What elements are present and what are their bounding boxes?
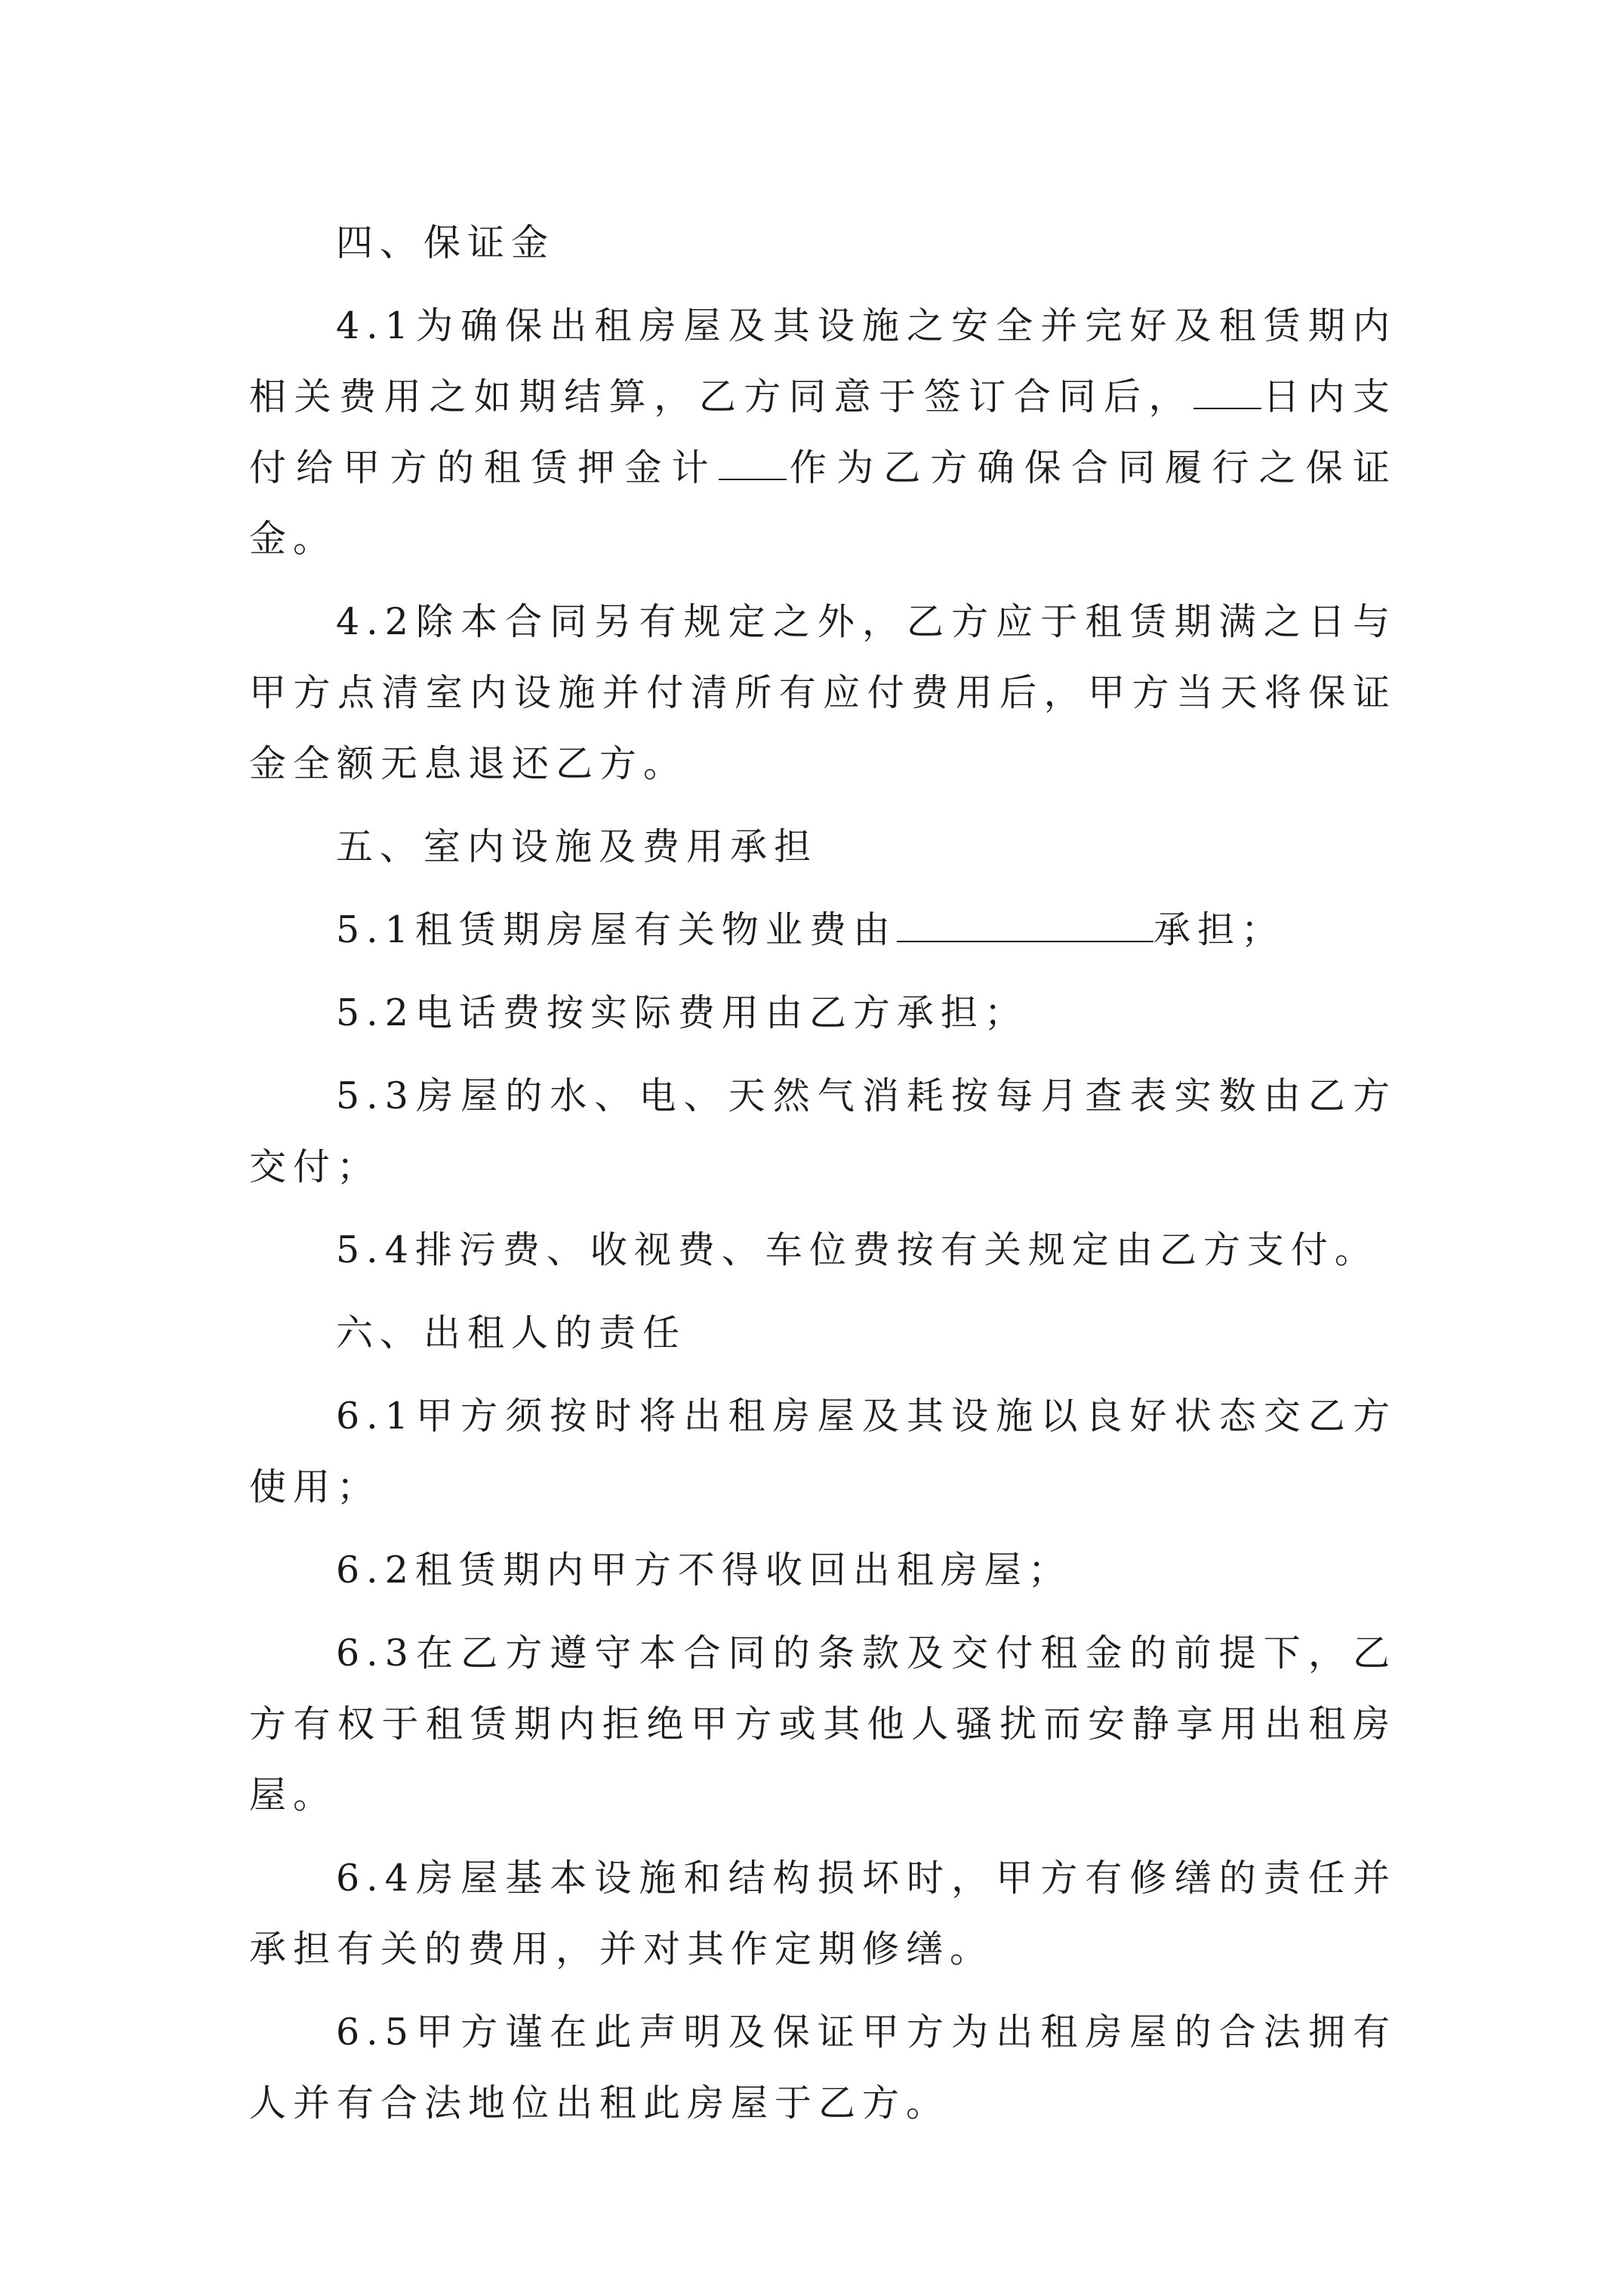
blank-deposit-amount bbox=[719, 444, 787, 480]
clause-5-3: 5.3房屋的水、电、天然气消耗按每月查表实数由乙方交付； bbox=[249, 1074, 1397, 1188]
clause-5-1 bbox=[249, 895, 1397, 966]
clause-6-4: 6.4房屋基本设施和结构损坏时，甲方有修缮的责任并承担有关的费用，并对其作定期修缮。 bbox=[249, 1857, 1397, 1971]
document-body bbox=[249, 208, 1397, 2139]
clause-5-1-post: 承担； bbox=[1153, 908, 1285, 951]
clause-6-5: 6.5甲方谨在此声明及保证甲方为出租房屋的合法拥有人并有合法地位出租此房屋于乙方。 bbox=[249, 2011, 1397, 2125]
section-heading-deposit: 四、保证金 bbox=[336, 221, 556, 264]
clause-4-1 bbox=[249, 291, 1397, 575]
clause-4-1-pre: 4.1为确保出租房屋及其设施之安全并完好及租赁期内相关费用之如期结算，乙方同意于签订合同后， bbox=[249, 304, 1397, 418]
section-heading-facilities-costs: 五、室内设施及费用承担 bbox=[336, 825, 818, 868]
clause-4-2: 4.2除本合同另有规定之外，乙方应于租赁期满之日与甲方点清室内设施并付清所有应付费用后，甲方当天将保证金全额无息退还乙方。 bbox=[249, 600, 1397, 785]
clause-4-1-post: 作为乙方确保合同履行之保证金。 bbox=[249, 446, 1397, 560]
clause-5-4: 5.4排污费、收视费、车位费按有关规定由乙方支付。 bbox=[336, 1228, 1378, 1271]
section-heading-lessor-duties: 六、出租人的责任 bbox=[336, 1311, 687, 1354]
clause-5-1-pre: 5.1租赁期房屋有关物业费由 bbox=[336, 908, 897, 951]
blank-days bbox=[1193, 373, 1261, 409]
blank-property-fee-party bbox=[897, 906, 1153, 942]
clause-6-3: 6.3在乙方遵守本合同的条款及交付租金的前提下，乙方有权于租赁期内拒绝甲方或其他人骚扰而安静享用出租房屋。 bbox=[249, 1632, 1397, 1817]
clause-6-2: 6.2租赁期内甲方不得收回出租房屋； bbox=[336, 1549, 1072, 1592]
clause-6-1: 6.1甲方须按时将出租房屋及其设施以良好状态交乙方使用； bbox=[249, 1395, 1397, 1509]
clause-4-1-mid: 日内支付给甲方的租赁押金计 bbox=[249, 375, 1397, 489]
clause-5-2: 5.2电话费按实际费用由乙方承担； bbox=[336, 991, 1028, 1034]
